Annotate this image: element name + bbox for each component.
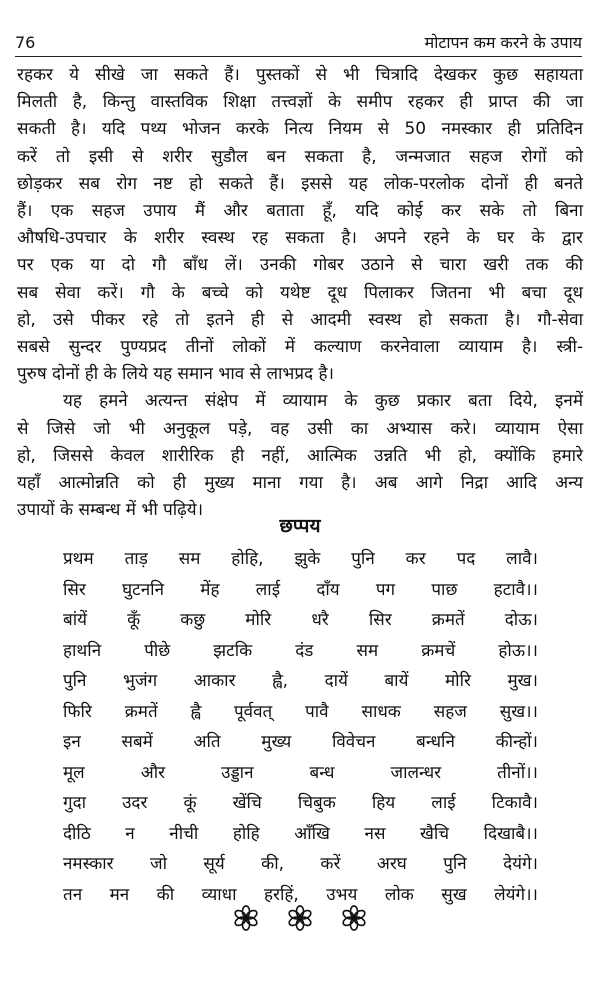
running-title: मोटापन कम करने के उपाय [424, 33, 582, 52]
text-line: उपायों के सम्बन्ध में भी पढ़िये। [17, 500, 204, 521]
text-line: से जिसे जो भी अनुकूल पड़े, वह उसी का अभ्यास करे। व्यायाम ऐसा [17, 418, 583, 439]
text-line: यह हमने अत्यन्त संक्षेप में व्यायाम के कुछ प्रकार बता दिये, इनमें [63, 391, 583, 412]
verse-line: पुनि भुजंग आकार ह्वै, दायें बायें मोरि मुख। [63, 671, 538, 691]
flower-ornament-icon [287, 905, 313, 931]
verse-line: प्रथम ताड़ सम होहि, झुके पुनि कर पद लावै। [63, 549, 538, 569]
verse-line: मूल और उड्डान बन्ध जालन्धर तीनों।। [63, 762, 538, 783]
text-line: करें तो इसी से शरीर सुडौल बन सकता है, जन्मजात सहज रोगों को [17, 146, 583, 167]
text-line: पुरुष दोनों ही के लिये यह समान भाव से लाभप्रद है। [17, 364, 334, 385]
flower-ornament-icon [341, 905, 367, 931]
verse-line: दीठि न नीची होहि आँखि नस खैचि दिखाबै।। [63, 823, 538, 844]
verse-line: इन सबमें अति मुख्य विवेचन बन्धनि कीन्हों। [63, 732, 538, 752]
verse-line: तन मन की व्याधा हरहिं, उभय लोक सुख लेयंगे।। [63, 884, 538, 905]
verse-line: हाथनि पीछे झटकि दंड सम क्रमचें होऊ।। [63, 640, 538, 661]
text-line: हो, जिससे केवल शारीरिक ही नहीं, आत्मिक उन्नति भी हो, क्योंकि हमारे [17, 445, 583, 466]
header-rule [15, 56, 582, 57]
poem-verse [63, 544, 538, 910]
verse-line: सिर घुटननि मेंह लाई दाँय पग पाछ हटावै।। [63, 579, 538, 600]
text-line: सबसे सुन्दर पुण्यप्रद तीनों लोकों में कल्याण करनेवाला व्यायाम है। स्त्री- [17, 337, 583, 358]
body-text [17, 62, 583, 524]
flower-ornament-icon [233, 905, 259, 931]
text-line: हैं। एक सहज उपाय मैं और बताता हूँ, यदि कोई कर सके तो बिना [17, 201, 583, 222]
text-line: सब सेवा करें। गौ के बच्चे को यथेष्ट दूध पिलाकर जितना भी बचा दूध [17, 282, 583, 303]
verse-line: बांयें कूँ कछु मोरि धरै सिर क्रमतें दोऊ। [63, 610, 538, 630]
text-line: औषधि-उपचार के शरीर स्वस्थ रह सकता है। अपने रहने के घर के द्वार [17, 228, 583, 249]
closing-ornaments [0, 905, 600, 931]
text-line: मिलती है, किन्तु वास्तविक शिक्षा तत्त्वज्ञों के समीप रहकर ही प्राप्त की जा [17, 92, 583, 113]
page-number: 76 [15, 33, 36, 52]
paragraph-1 [17, 62, 583, 388]
text-line: सकती है। यदि पथ्य भोजन करके नित्य नियम से 50 नमस्कार ही प्रतिदिन [17, 119, 583, 140]
verse-line: नमस्कार जो सूर्य की, करें अरघ पुनि देयंगे। [63, 854, 538, 874]
paragraph-2 [17, 388, 583, 524]
text-line: यहाँ आत्मोन्नति को ही मुख्य माना गया है। अब आगे निद्रा आदि अन्य [17, 473, 583, 494]
text-line: पर एक या दो गौ बाँध लें। उनकी गोबर उठाने से चारा खरी तक की [17, 255, 583, 276]
page-header [15, 30, 582, 56]
verse-line: फिरि क्रमतें ह्वै पूर्ववत् पावै साधक सहज सुख।। [63, 701, 538, 722]
text-line: रहकर ये सीखे जा सकते हैं। पुस्तकों से भी चित्रादि देखकर कुछ सहायता [17, 65, 583, 85]
poem-title: छप्पय [279, 515, 321, 537]
text-line: छोड़कर सब रोग नष्ट हो सकते हैं। इससे यह लोक-परलोक दोनों ही बनते [17, 173, 583, 194]
text-line: हो, उसे पीकर रहे तो इतने ही से आदमी स्वस्थ हो सकता है। गौ-सेवा [17, 309, 583, 330]
verse-line: गुदा उदर कूं खेंचि चिबुक हिय लाई टिकावै। [63, 793, 538, 813]
